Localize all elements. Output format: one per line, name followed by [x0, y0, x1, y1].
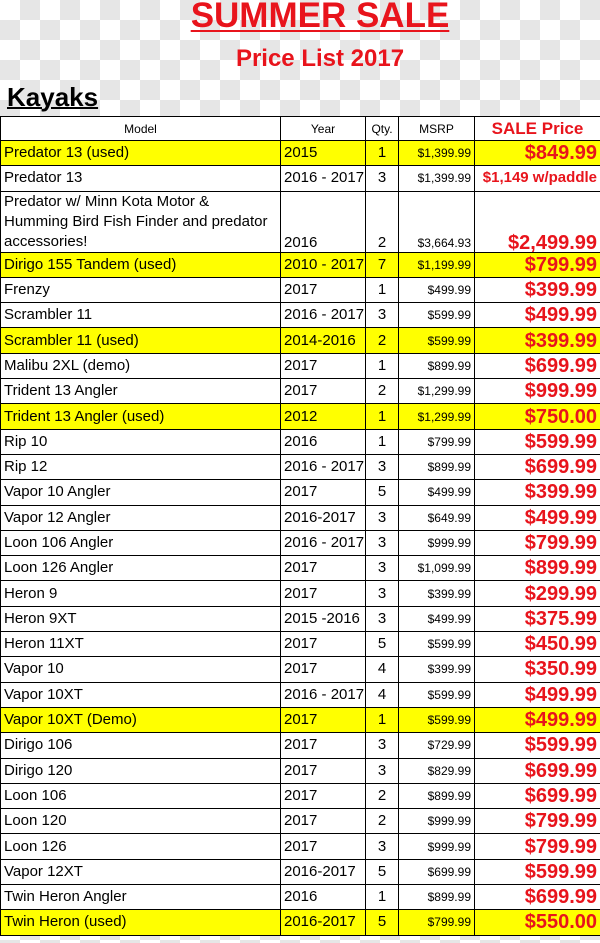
- cell-model: Predator 13: [1, 166, 281, 191]
- cell-model: Predator 13 (used): [1, 141, 281, 166]
- cell-year: 2015 -2016: [281, 606, 366, 631]
- cell-model: Predator w/ Minn Kota Motor & Humming Bird Fish Finder and predator accessories!: [1, 191, 281, 252]
- table-row: [1, 809, 600, 834]
- cell-msrp: $899.99: [399, 885, 475, 910]
- cell-year: 2017: [281, 707, 366, 732]
- table-row: [1, 556, 600, 581]
- table-row: [1, 353, 600, 378]
- cell-msrp: $3,664.93: [399, 191, 475, 252]
- table-row: [1, 191, 600, 252]
- cell-model: Dirigo 155 Tandem (used): [1, 252, 281, 277]
- table-row: [1, 379, 600, 404]
- page-subtitle: Price List 2017: [235, 45, 405, 72]
- column-header-msrp: MSRP: [399, 117, 475, 141]
- cell-msrp: $899.99: [399, 783, 475, 808]
- cell-qty: 2: [366, 783, 399, 808]
- page-title: SUMMER SALE: [190, 0, 450, 35]
- table-row: [1, 530, 600, 555]
- table-row: [1, 632, 600, 657]
- cell-sale: $750.00: [475, 404, 600, 429]
- cell-year: 2017: [281, 834, 366, 859]
- cell-model: Scrambler 11: [1, 303, 281, 328]
- cell-qty: 3: [366, 581, 399, 606]
- cell-qty: 2: [366, 379, 399, 404]
- cell-model: Dirigo 106: [1, 733, 281, 758]
- cell-qty: 2: [366, 191, 399, 252]
- cell-qty: 1: [366, 404, 399, 429]
- cell-msrp: $999.99: [399, 834, 475, 859]
- cell-sale: $699.99: [475, 885, 600, 910]
- cell-msrp: $649.99: [399, 505, 475, 530]
- price-table: [0, 116, 600, 936]
- cell-model: Loon 126 Angler: [1, 556, 281, 581]
- column-header-year: Year: [281, 117, 366, 141]
- cell-qty: 5: [366, 910, 399, 935]
- cell-year: 2015: [281, 141, 366, 166]
- cell-year: 2016 - 2017: [281, 303, 366, 328]
- cell-model: Loon 106: [1, 783, 281, 808]
- cell-model: Heron 9XT: [1, 606, 281, 631]
- cell-qty: 4: [366, 657, 399, 682]
- cell-qty: 3: [366, 530, 399, 555]
- cell-model: Trident 13 Angler (used): [1, 404, 281, 429]
- cell-sale: $799.99: [475, 530, 600, 555]
- cell-sale: $799.99: [475, 834, 600, 859]
- cell-year: 2017: [281, 809, 366, 834]
- table-row: [1, 454, 600, 479]
- cell-year: 2017: [281, 556, 366, 581]
- cell-msrp: $1,099.99: [399, 556, 475, 581]
- cell-model: Malibu 2XL (demo): [1, 353, 281, 378]
- cell-model: Vapor 10XT (Demo): [1, 707, 281, 732]
- cell-year: 2017: [281, 480, 366, 505]
- cell-qty: 7: [366, 252, 399, 277]
- cell-model: Frenzy: [1, 277, 281, 302]
- cell-msrp: $499.99: [399, 277, 475, 302]
- cell-msrp: $899.99: [399, 353, 475, 378]
- cell-year: 2016-2017: [281, 505, 366, 530]
- cell-sale: $550.00: [475, 910, 600, 935]
- cell-msrp: $399.99: [399, 581, 475, 606]
- cell-qty: 1: [366, 141, 399, 166]
- cell-model: Vapor 12XT: [1, 859, 281, 884]
- table-row: [1, 252, 600, 277]
- table-row: [1, 505, 600, 530]
- cell-sale: $2,499.99: [475, 191, 600, 252]
- cell-model: Loon 120: [1, 809, 281, 834]
- cell-model: Vapor 10: [1, 657, 281, 682]
- cell-qty: 3: [366, 758, 399, 783]
- cell-qty: 3: [366, 505, 399, 530]
- cell-year: 2016-2017: [281, 859, 366, 884]
- table-row: [1, 733, 600, 758]
- cell-year: 2017: [281, 379, 366, 404]
- cell-msrp: $699.99: [399, 859, 475, 884]
- cell-sale: $599.99: [475, 429, 600, 454]
- cell-qty: 1: [366, 429, 399, 454]
- cell-qty: 3: [366, 556, 399, 581]
- cell-model: Vapor 12 Angler: [1, 505, 281, 530]
- cell-model: Rip 12: [1, 454, 281, 479]
- cell-sale: $499.99: [475, 707, 600, 732]
- cell-qty: 5: [366, 859, 399, 884]
- cell-year: 2016 - 2017: [281, 454, 366, 479]
- cell-model: Twin Heron (used): [1, 910, 281, 935]
- table-row: [1, 657, 600, 682]
- cell-year: 2012: [281, 404, 366, 429]
- table-row: [1, 429, 600, 454]
- cell-sale: $899.99: [475, 556, 600, 581]
- table-row: [1, 859, 600, 884]
- table-header-row: [1, 117, 600, 141]
- cell-sale: $849.99: [475, 141, 600, 166]
- cell-msrp: $499.99: [399, 480, 475, 505]
- cell-year: 2016 - 2017: [281, 166, 366, 191]
- cell-sale: $799.99: [475, 809, 600, 834]
- cell-msrp: $729.99: [399, 733, 475, 758]
- cell-sale: $699.99: [475, 353, 600, 378]
- cell-msrp: $999.99: [399, 809, 475, 834]
- table-row: [1, 834, 600, 859]
- cell-year: 2017: [281, 353, 366, 378]
- cell-sale: $499.99: [475, 682, 600, 707]
- cell-year: 2017: [281, 632, 366, 657]
- table-row: [1, 707, 600, 732]
- cell-sale: $299.99: [475, 581, 600, 606]
- cell-year: 2016: [281, 429, 366, 454]
- cell-model: Vapor 10 Angler: [1, 480, 281, 505]
- cell-sale: $999.99: [475, 379, 600, 404]
- cell-qty: 3: [366, 834, 399, 859]
- cell-year: 2010 - 2017: [281, 252, 366, 277]
- cell-msrp: $399.99: [399, 657, 475, 682]
- table-row: [1, 303, 600, 328]
- cell-qty: 1: [366, 885, 399, 910]
- cell-model: Trident 13 Angler: [1, 379, 281, 404]
- table-row: [1, 682, 600, 707]
- cell-msrp: $599.99: [399, 682, 475, 707]
- cell-msrp: $1,399.99: [399, 166, 475, 191]
- cell-qty: 5: [366, 480, 399, 505]
- cell-sale: $599.99: [475, 733, 600, 758]
- cell-qty: 3: [366, 166, 399, 191]
- cell-year: 2017: [281, 758, 366, 783]
- cell-sale: $399.99: [475, 328, 600, 353]
- cell-sale: $699.99: [475, 783, 600, 808]
- column-header-qty: Qty.: [366, 117, 399, 141]
- cell-sale: $350.99: [475, 657, 600, 682]
- cell-year: 2017: [281, 733, 366, 758]
- cell-qty: 1: [366, 277, 399, 302]
- cell-year: 2017: [281, 657, 366, 682]
- table-row: [1, 606, 600, 631]
- cell-msrp: $999.99: [399, 530, 475, 555]
- cell-qty: 1: [366, 707, 399, 732]
- cell-msrp: $1,199.99: [399, 252, 475, 277]
- cell-sale: $699.99: [475, 454, 600, 479]
- table-row: [1, 141, 600, 166]
- cell-year: 2016-2017: [281, 910, 366, 935]
- cell-msrp: $1,399.99: [399, 141, 475, 166]
- cell-msrp: $599.99: [399, 303, 475, 328]
- cell-msrp: $799.99: [399, 429, 475, 454]
- cell-sale: $375.99: [475, 606, 600, 631]
- cell-qty: 3: [366, 454, 399, 479]
- cell-sale: $599.99: [475, 859, 600, 884]
- cell-sale: $450.99: [475, 632, 600, 657]
- cell-year: 2016 - 2017: [281, 682, 366, 707]
- cell-qty: 3: [366, 606, 399, 631]
- cell-year: 2014-2016: [281, 328, 366, 353]
- cell-year: 2016: [281, 191, 366, 252]
- cell-msrp: $599.99: [399, 707, 475, 732]
- table-row: [1, 910, 600, 935]
- table-body: [1, 141, 600, 936]
- cell-year: 2017: [281, 277, 366, 302]
- column-header-model: Model: [1, 117, 281, 141]
- table-row: [1, 480, 600, 505]
- cell-sale: $799.99: [475, 252, 600, 277]
- cell-msrp: $1,299.99: [399, 379, 475, 404]
- cell-qty: 2: [366, 328, 399, 353]
- cell-msrp: $799.99: [399, 910, 475, 935]
- cell-model: Heron 9: [1, 581, 281, 606]
- table-row: [1, 581, 600, 606]
- cell-qty: 5: [366, 632, 399, 657]
- cell-msrp: $829.99: [399, 758, 475, 783]
- table-row: [1, 783, 600, 808]
- table-row: [1, 166, 600, 191]
- cell-sale: $499.99: [475, 505, 600, 530]
- cell-model: Scrambler 11 (used): [1, 328, 281, 353]
- cell-model: Heron 11XT: [1, 632, 281, 657]
- table-row: [1, 277, 600, 302]
- cell-msrp: $599.99: [399, 328, 475, 353]
- cell-sale: $399.99: [475, 277, 600, 302]
- cell-qty: 2: [366, 809, 399, 834]
- column-header-sale-price: SALE Price: [475, 117, 600, 141]
- cell-qty: 3: [366, 303, 399, 328]
- cell-year: 2017: [281, 783, 366, 808]
- cell-sale: $699.99: [475, 758, 600, 783]
- cell-sale: $1,149 w/paddle: [475, 166, 600, 191]
- cell-msrp: $1,299.99: [399, 404, 475, 429]
- table-row: [1, 758, 600, 783]
- cell-sale: $499.99: [475, 303, 600, 328]
- cell-msrp: $499.99: [399, 606, 475, 631]
- cell-year: 2017: [281, 581, 366, 606]
- cell-qty: 1: [366, 353, 399, 378]
- cell-msrp: $599.99: [399, 632, 475, 657]
- cell-model: Dirigo 120: [1, 758, 281, 783]
- cell-model: Twin Heron Angler: [1, 885, 281, 910]
- section-heading: Kayaks: [7, 82, 99, 112]
- cell-model: Loon 106 Angler: [1, 530, 281, 555]
- table-row: [1, 885, 600, 910]
- cell-year: 2016: [281, 885, 366, 910]
- cell-sale: $399.99: [475, 480, 600, 505]
- cell-msrp: $899.99: [399, 454, 475, 479]
- cell-qty: 4: [366, 682, 399, 707]
- table-row: [1, 328, 600, 353]
- table-row: [1, 404, 600, 429]
- cell-model: Rip 10: [1, 429, 281, 454]
- cell-model: Vapor 10XT: [1, 682, 281, 707]
- cell-year: 2016 - 2017: [281, 530, 366, 555]
- cell-model: Loon 126: [1, 834, 281, 859]
- cell-qty: 3: [366, 733, 399, 758]
